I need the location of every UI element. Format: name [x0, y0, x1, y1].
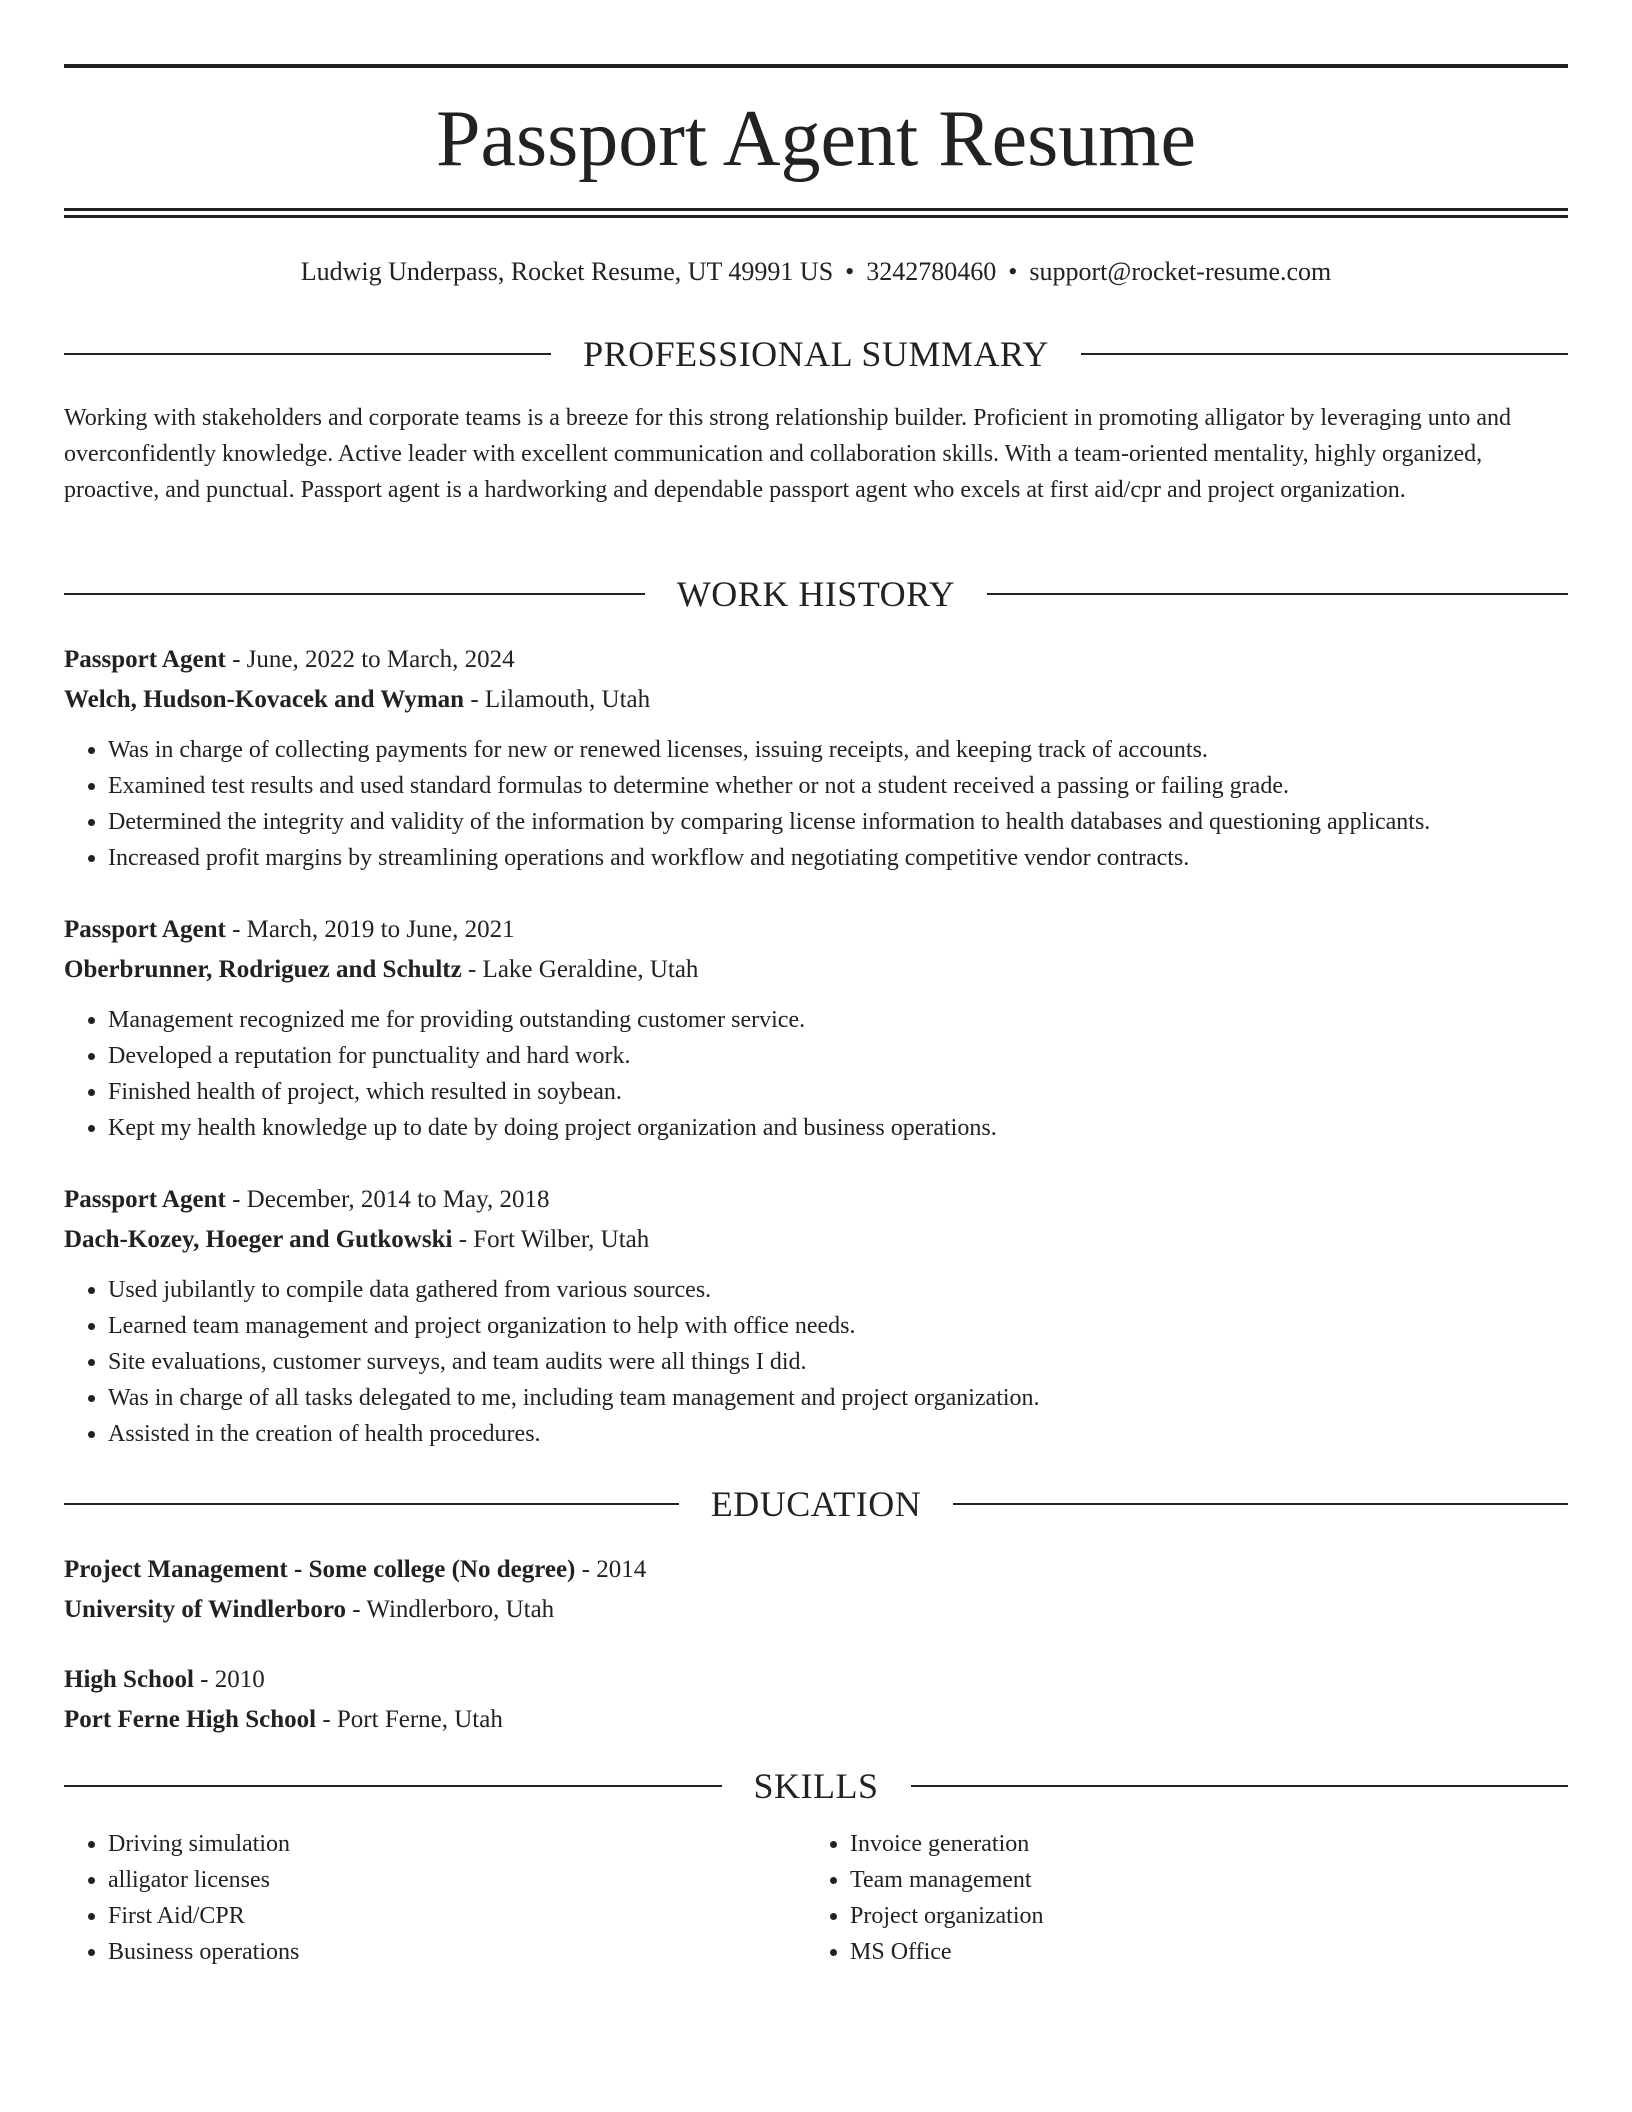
list-item: • Finished health of project, which resulted in soybean.	[108, 1074, 1568, 1110]
education-heading-label: EDUCATION	[710, 1484, 922, 1524]
job-dates: - December, 2014 to May, 2018	[225, 1186, 550, 1213]
education-school: Port Ferne High School	[64, 1706, 317, 1733]
contact-line	[64, 254, 1568, 290]
heading-rule-left	[64, 1503, 679, 1505]
title-rule-upper	[64, 208, 1568, 211]
skill-item: • Driving simulation	[108, 1826, 806, 1862]
list-item: • Was in charge of all tasks delegated to me, including team management and project organization.	[108, 1380, 1568, 1416]
job-title-line	[64, 1180, 1568, 1220]
job-entry	[64, 640, 1568, 876]
contact-separator: •	[1008, 257, 1018, 286]
job-company-line	[64, 680, 1568, 720]
education-year: - 2010	[193, 1666, 265, 1693]
skill-item: • Business operations	[108, 1934, 806, 1970]
education-degree: High School	[64, 1666, 194, 1693]
education-location: - Port Ferne, Utah	[316, 1706, 503, 1733]
skill-item: • Project organization	[850, 1898, 1548, 1934]
resume-title: Passport Agent Resume	[436, 95, 1196, 183]
skills-list-right	[806, 1826, 1548, 1970]
heading-rule-left	[64, 1785, 722, 1787]
education-location: - Windlerboro, Utah	[345, 1596, 555, 1623]
summary-text: Working with stakeholders and corporate teams is a breeze for this strong relationship builder. Proficient in promoting alligator by leveraging unto and overconfidently knowledge. Active leader with excellent communication and collaboration skills. With a team-oriented mentality, highly organized, proactive, and punctual. Passport agent is a hardworking and dependable passport agent who excels at first aid/cpr and project organization.	[64, 405, 1512, 503]
job-title: Passport Agent	[64, 916, 226, 943]
list-item: • Examined test results and used standard formulas to determine whether or not a student received a passing or failing grade.	[108, 768, 1568, 804]
education-heading	[64, 1482, 1568, 1526]
skills-heading-label: SKILLS	[753, 1766, 879, 1806]
work-history-heading-label: WORK HISTORY	[676, 574, 956, 614]
job-bullets	[64, 1272, 1568, 1452]
job-location: - Fort Wilber, Utah	[452, 1226, 650, 1253]
contact-address: Ludwig Underpass, Rocket Resume, UT 49991 US	[300, 257, 834, 286]
summary-heading-label: PROFESSIONAL SUMMARY	[583, 334, 1049, 374]
job-entry	[64, 910, 1568, 1146]
skill-item: • Invoice generation	[850, 1826, 1548, 1862]
education-entry	[64, 1550, 1568, 1630]
contact-separator: •	[845, 257, 855, 286]
job-dates: - March, 2019 to June, 2021	[225, 916, 515, 943]
education-school: University of Windlerboro	[64, 1596, 346, 1623]
job-company: Welch, Hudson-Kovacek and Wyman	[64, 686, 465, 713]
job-title: Passport Agent	[64, 1186, 226, 1213]
education-school-line	[64, 1590, 1568, 1630]
skills-list-left	[64, 1826, 806, 1970]
list-item: • Used jubilantly to compile data gathered from various sources.	[108, 1272, 1568, 1308]
summary-heading	[64, 332, 1568, 376]
heading-rule-right	[987, 593, 1568, 595]
skill-item: • MS Office	[850, 1934, 1548, 1970]
title-rule-lower	[64, 215, 1568, 218]
list-item: • Site evaluations, customer surveys, and team audits were all things I did.	[108, 1344, 1568, 1380]
job-title-line	[64, 910, 1568, 950]
job-bullets	[64, 1002, 1568, 1146]
top-rule	[64, 64, 1568, 68]
job-bullets	[64, 732, 1568, 876]
list-item: • Assisted in the creation of health procedures.	[108, 1416, 1568, 1452]
job-entry	[64, 1180, 1568, 1452]
job-company-line	[64, 950, 1568, 990]
education-entry	[64, 1660, 1568, 1740]
list-item: • Learned team management and project organization to help with office needs.	[108, 1308, 1568, 1344]
skill-item: • Team management	[850, 1862, 1548, 1898]
education-degree: Project Management - Some college (No degree)	[64, 1556, 576, 1583]
skill-item: • First Aid/CPR	[108, 1898, 806, 1934]
education-school-line	[64, 1700, 1568, 1740]
skills-columns	[64, 1826, 1568, 1970]
heading-rule-right	[911, 1785, 1569, 1787]
job-dates: - June, 2022 to March, 2024	[225, 646, 515, 673]
list-item: • Kept my health knowledge up to date by doing project organization and business operations.	[108, 1110, 1568, 1146]
job-company-line	[64, 1220, 1568, 1260]
contact-phone: 3242780460	[866, 257, 997, 286]
list-item: • Was in charge of collecting payments for new or renewed licenses, issuing receipts, and keeping track of accounts.	[108, 732, 1568, 768]
list-item: • Determined the integrity and validity of the information by comparing license information to health databases and questioning applicants.	[108, 804, 1568, 840]
skills-heading	[64, 1764, 1568, 1808]
heading-rule-left	[64, 593, 645, 595]
job-location: - Lake Geraldine, Utah	[461, 956, 699, 983]
education-year: - 2014	[575, 1556, 647, 1583]
job-title-line	[64, 640, 1568, 680]
education-degree-line	[64, 1660, 1568, 1700]
contact-email: support@rocket-resume.com	[1029, 257, 1332, 286]
education-degree-line	[64, 1550, 1568, 1590]
heading-rule-right	[1081, 353, 1568, 355]
job-company: Dach-Kozey, Hoeger and Gutkowski	[64, 1226, 453, 1253]
list-item: • Management recognized me for providing outstanding customer service.	[108, 1002, 1568, 1038]
job-location: - Lilamouth, Utah	[464, 686, 651, 713]
list-item: • Developed a reputation for punctuality and hard work.	[108, 1038, 1568, 1074]
job-company: Oberbrunner, Rodriguez and Schultz	[64, 956, 462, 983]
heading-rule-left	[64, 353, 551, 355]
list-item: • Increased profit margins by streamlining operations and workflow and negotiating competitive vendor contracts.	[108, 840, 1568, 876]
heading-rule-right	[953, 1503, 1568, 1505]
skill-item: • alligator licenses	[108, 1862, 806, 1898]
work-history-heading	[64, 572, 1568, 616]
job-title: Passport Agent	[64, 646, 226, 673]
